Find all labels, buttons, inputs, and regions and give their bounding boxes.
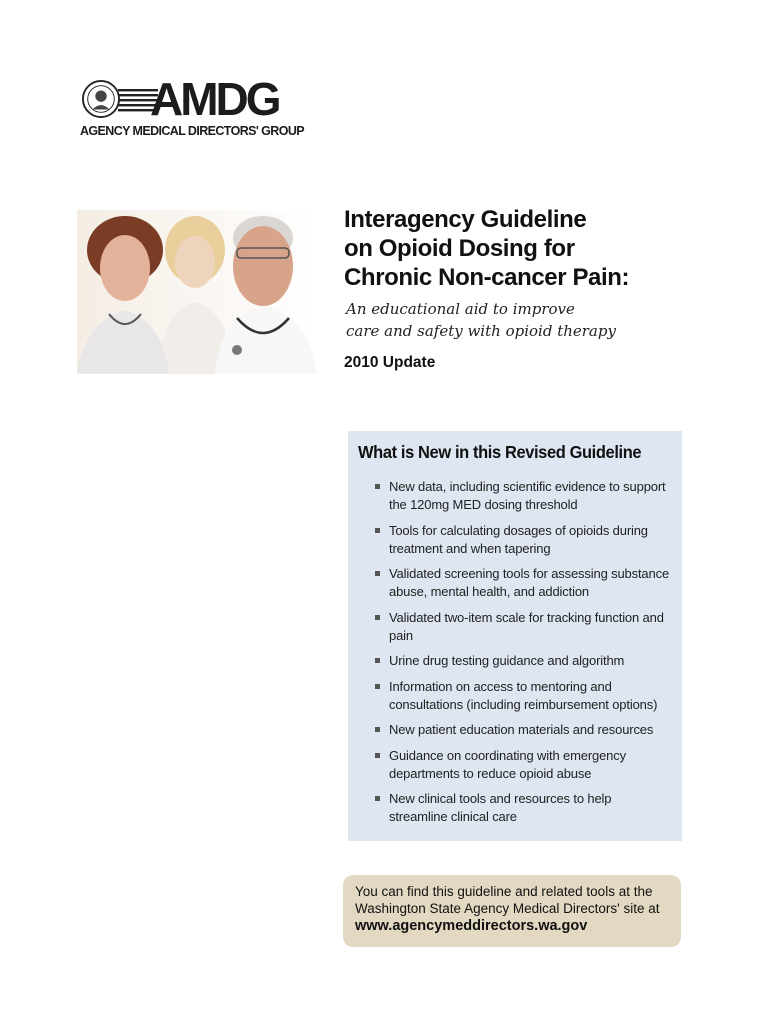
logo-subtitle: AGENCY MEDICAL DIRECTORS' GROUP [80,124,304,138]
list-item: New data, including scientific evidence to support the 120mg MED dosing threshold [378,478,672,514]
subtitle-line-1: An educational aid to improve [346,300,575,318]
list-item: Tools for calculating dosages of opioids during treatment and when tapering [378,522,672,558]
bullet-icon [375,727,380,732]
update-label: 2010 Update [344,354,436,371]
whats-new-list [378,478,672,834]
subtitle-line-2: care and safety with opioid therapy [346,322,616,340]
list-item: Guidance on coordinating with emergency departments to reduce opioid abuse [378,747,672,783]
list-item: New patient education materials and resources [378,721,672,739]
bullet-icon [375,615,380,620]
website-link[interactable]: www.agencymeddirectors.wa.gov [355,918,588,934]
bullet-icon [375,528,380,533]
doctors-photo [77,210,317,374]
bullet-icon [375,571,380,576]
whats-new-heading: What is New in this Revised Guideline [358,442,642,462]
washington-state-seal-icon [82,80,120,118]
document-title [344,205,744,292]
bullet-icon [375,753,380,758]
list-item: Information on access to mentoring and consultations (including reimbursement options) [378,678,672,714]
bullet-icon [375,658,380,663]
list-item: Validated two-item scale for tracking function and pain [378,609,672,645]
title-line-3: Chronic Non-cancer Pain: [344,264,630,291]
title-line-1: Interagency Guideline [344,206,587,233]
find-guideline-box [343,875,681,947]
amdg-logo [80,73,304,148]
find-guideline-text [355,883,675,935]
bullet-icon [375,796,380,801]
document-subtitle [346,298,706,342]
whats-new-box [348,431,682,841]
find-text-body: You can find this guideline and related tools at the Washington State Agency Medical Directors' site at [355,884,660,916]
list-item: Validated screening tools for assessing substance abuse, mental health, and addiction [378,565,672,601]
bullet-icon [375,684,380,689]
list-item: New clinical tools and resources to help streamline clinical care [378,790,672,826]
title-line-2: on Opioid Dosing for [344,235,575,262]
logo-wordmark: AMDG [150,73,279,125]
list-item: Urine drug testing guidance and algorithm [378,652,672,670]
bullet-icon [375,484,380,489]
